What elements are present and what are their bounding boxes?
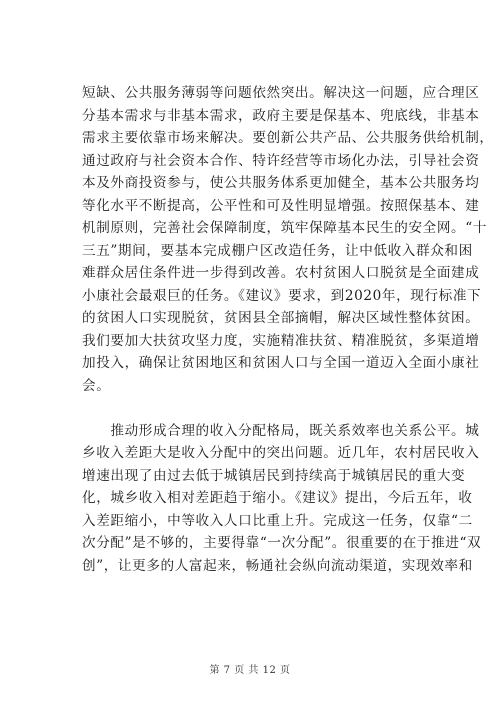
text-line: 小康社会最艰巨的任务。《建议》要求，到2020年，现行标准下 (82, 287, 482, 304)
text-line: 通过政府与社会资本合作、特许经营等市场化办法，引导社会资 (82, 152, 480, 169)
text-line: 机制原则，完善社会保障制度，筑牢保障基本民生的安全网。“十 (82, 220, 487, 236)
text-line: 等化水平不断提高，公平性和可及性明显增强。按照保基本、建 (82, 197, 480, 214)
text-line: 分基本需求与非基本需求，政府主要是保基本、兜底线，非基本 (82, 107, 480, 124)
text-line: 需求主要依靠市场来解决。要创新公共产品、公共服务供给机制， (82, 130, 494, 146)
text-line: 难群众居住条件进一步得到改善。农村贫困人口脱贫是全面建成 (82, 265, 480, 281)
text-line: 化，城乡收入相对差距趋于缩小。《建议》提出，今后五年，收 (82, 490, 473, 506)
text-line: 我们要加大扶贫攻坚力度，实施精准扶贫、精准脱贫，多渠道增 (82, 332, 480, 349)
text-line: 入差距缩小，中等收入人口比重上升。完成这一任务，仅靠“二 (82, 512, 473, 529)
document-body (82, 82, 494, 577)
text-line: 增速出现了由过去低于城镇居民到持续高于城镇居民的重大变 (82, 467, 466, 484)
page-number: 第 7 页 共 12 页 (209, 665, 291, 676)
text-line: 短缺、公共服务薄弱等问题依然突出。解决这一问题，应合理区 (82, 85, 480, 101)
text-line: 加投入，确保让贫困地区和贫困人口与全国一道迈入全面小康社 (82, 355, 480, 371)
paragraph-gap (82, 397, 422, 420)
text-line: 本及外商投资参与，使公共服务体系更加健全，基本公共服务均 (82, 175, 480, 191)
text-line: 会。 (82, 377, 111, 394)
text-line: 次分配”是不够的，主要得靠“一次分配”。很重要的在于推进“双 (82, 535, 482, 551)
text-line: 推动形成合理的收入分配格局，既关系效率也关系公平。城 (82, 422, 480, 439)
text-line: 的贫困人口实现脱贫，贫困县全部摘帽，解决区域性整体贫困。 (82, 310, 480, 326)
text-line: 乡收入差距大是收入分配中的突出问题。近几年，农村居民收入 (82, 445, 480, 461)
text-line: 创”，让更多的人富起来，畅通社会纵向流动渠道，实现效率和 (82, 557, 473, 574)
text-line: 三五”期间，要基本完成棚户区改造任务，让中低收入群众和困 (82, 242, 473, 259)
